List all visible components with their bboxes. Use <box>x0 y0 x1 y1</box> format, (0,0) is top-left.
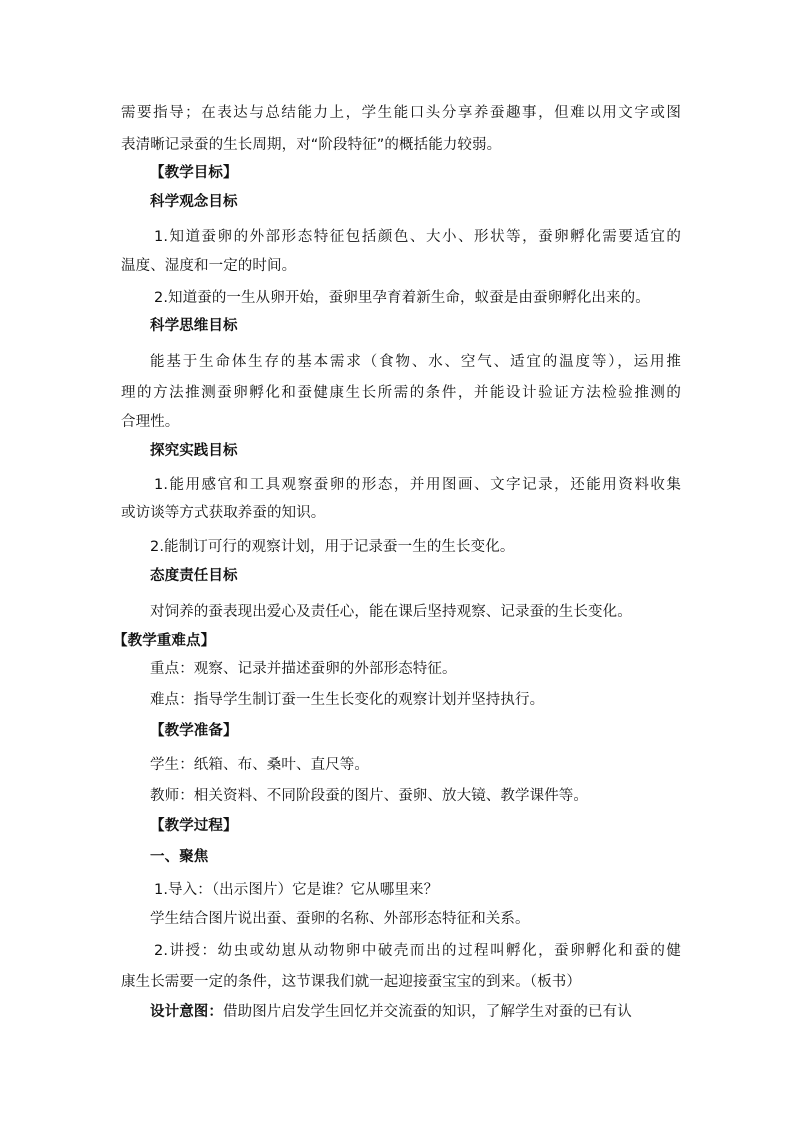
subheading-science-concept: 科学观念目标 <box>150 194 238 210</box>
paragraph-line: 能基于生命体生存的基本需求（食物、水、空气、适宜的温度等），运用推 <box>150 354 681 370</box>
section-heading-teaching-process: 【教学过程】 <box>150 818 238 834</box>
paragraph-line: 难点：指导学生制订蚕一生生长变化的观察计划并坚持执行。 <box>150 692 545 708</box>
paragraph-line: 表清晰记录蚕的生长周期，对“阶段特征”的概括能力较弱。 <box>121 137 502 153</box>
paragraph-line: 康生长需要一定的条件，这节课我们就一起迎接蚕宝宝的到来。（板书） <box>121 974 581 990</box>
paragraph-line: 对饲养的蚕表现出爱心及责任心，能在课后坚持观察、记录蚕的生长变化。 <box>150 604 632 620</box>
paragraph-line: 2.讲授：幼虫或幼崽从动物卵中破壳而出的过程叫孵化，蚕卵孵化和蚕的健 <box>154 943 681 959</box>
section-heading-key-difficult-points: 【教学重难点】 <box>113 633 216 649</box>
paragraph-line: 教师：相关资料、不同阶段蚕的图片、蚕卵、放大镜、教学课件等。 <box>150 788 588 804</box>
paragraph-line: 重点：观察、记录并描述蚕卵的外部形态特征。 <box>150 661 457 677</box>
paragraph-line: 学生结合图片说出蚕、蚕卵的名称、外部形态特征和关系。 <box>150 911 530 927</box>
paragraph-line: 温度、湿度和一定的时间。 <box>121 258 297 274</box>
subheading-inquiry-practice: 探究实践目标 <box>150 443 238 459</box>
design-intent-text: 借助图片启发学生回忆并交流蚕的知识，了解学生对蚕的已有认 <box>223 1004 632 1020</box>
section-heading-teaching-objectives: 【教学目标】 <box>150 165 238 181</box>
paragraph-line: 2.能制订可行的观察计划，用于记录蚕一生的生长变化。 <box>150 539 515 555</box>
paragraph-line: 需要指导；在表达与总结能力上，学生能口头分享养蚕趣事，但难以用文字或图 <box>121 105 681 121</box>
section-heading-teaching-preparation: 【教学准备】 <box>150 723 238 739</box>
paragraph-line: 1.知道蚕卵的外部形态特征包括颜色、大小、形状等，蚕卵孵化需要适宜的 <box>154 229 681 245</box>
subheading-science-thinking: 科学思维目标 <box>150 318 238 334</box>
paragraph-line: 合理性。 <box>121 414 180 430</box>
design-intent-line <box>150 1002 681 1022</box>
paragraph-line: 理的方法推测蚕卵孵化和蚕健康生长所需的条件，并能设计验证方法检验推测的 <box>121 385 681 401</box>
paragraph-line: 1.能用感官和工具观察蚕卵的形态，并用图画、文字记录，还能用资料收集 <box>154 477 681 493</box>
paragraph-line: 2.知道蚕的一生从卵开始，蚕卵里孕育着新生命，蚁蚕是由蚕卵孵化出来的。 <box>154 290 650 306</box>
paragraph-line: 学生：纸箱、布、桑叶、直尺等。 <box>150 757 369 773</box>
subheading-focus: 一、聚焦 <box>150 849 209 865</box>
design-intent-label: 设计意图： <box>150 1004 223 1020</box>
paragraph-line: 1.导入：（出示图片）它是谁？它从哪里来？ <box>154 882 439 898</box>
paragraph-line: 或访谈等方式获取养蚕的知识。 <box>121 505 326 521</box>
subheading-attitude-responsibility: 态度责任目标 <box>150 568 238 584</box>
